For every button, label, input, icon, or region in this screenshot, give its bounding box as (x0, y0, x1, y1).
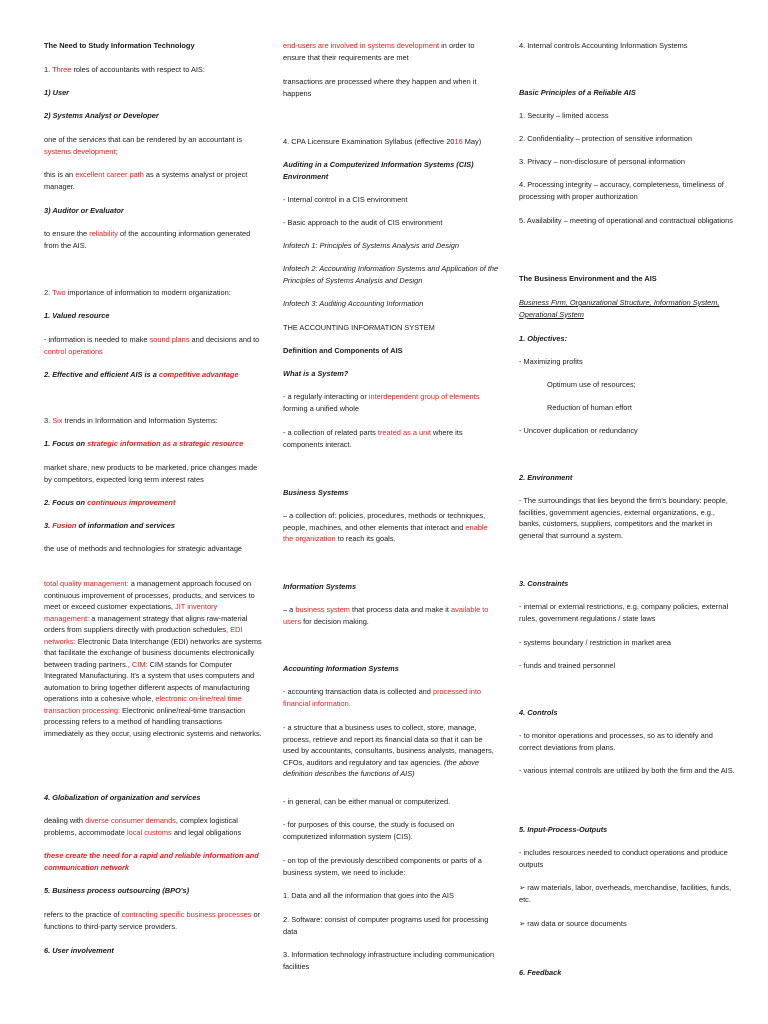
text-run: - accounting transaction data is collected and (283, 687, 433, 696)
text-block (283, 510, 499, 545)
highlighted-text: excellent career path (75, 170, 144, 179)
text-block (283, 240, 499, 252)
text-block (44, 64, 262, 76)
text-run: - a collection of related parts (283, 428, 378, 437)
text-run: 6. Feedback (519, 968, 562, 977)
text-block (519, 110, 737, 122)
text-block (519, 707, 737, 719)
text-run: ➢ raw data or source documents (519, 919, 627, 928)
highlighted-text: Fusion (52, 521, 77, 530)
text-run: that process data and make it (349, 605, 452, 614)
text-run: 2. Effective and efficient AIS is a (44, 370, 159, 379)
text-block (44, 850, 262, 873)
text-run: Electronic Data Interchange (EDI) networks are systems that facilitate the exchange of business documents electronically between trading partners., (44, 636, 262, 669)
text-block (44, 87, 262, 99)
text-block (44, 205, 262, 217)
text-block (283, 217, 499, 229)
text-run: Infotech 3: Auditing Accounting Information (283, 299, 424, 308)
text-block (519, 578, 737, 590)
text-run: of the accounting information generated from the AIS. (44, 229, 251, 250)
text-block (283, 890, 499, 902)
text-run: The Business Environment and the AIS (519, 274, 657, 283)
text-run: 1. Data and all the information that goes into the AIS (283, 891, 454, 900)
highlighted-text: reliability (89, 229, 118, 238)
text-block (44, 520, 262, 532)
text-block (283, 159, 499, 182)
highlighted-text: control operations (44, 346, 103, 356)
text-block (44, 110, 262, 122)
text-run: 1. Objectives: (519, 334, 568, 343)
text-block (519, 40, 737, 52)
text-run: where its components interact. (283, 428, 463, 449)
text-run: the use of methods and technologies for strategic advantage (44, 544, 243, 553)
text-run: roles of accountants with respect to AIS: (71, 65, 205, 74)
text-block (283, 722, 499, 780)
text-run: Definition and Components of AIS (283, 346, 403, 355)
highlighted-text: electronic on-line/real time transaction processing: (44, 694, 242, 715)
text-block (44, 909, 262, 932)
text-block (44, 228, 262, 251)
text-block (44, 578, 262, 739)
text-block (283, 855, 499, 878)
text-block (519, 730, 737, 753)
text-run: – a (283, 605, 296, 614)
text-block (519, 297, 737, 320)
text-run: 2. Focus on (44, 498, 88, 507)
text-run: - Uncover duplication or redundancy (519, 426, 638, 435)
highlighted-text: Six (52, 416, 63, 425)
text-run: - internal or external restrictions, e.g. company policies, external rules, government regulations / state laws (519, 602, 729, 623)
text-run: as a systems analyst or project manager. (44, 170, 248, 191)
highlighted-text: JIT inventory management: (44, 602, 218, 623)
highlighted-text: competitive advantage (158, 370, 239, 379)
text-block (519, 379, 737, 391)
text-block (44, 334, 262, 357)
text-block (519, 765, 737, 777)
text-run: , complex logistical problems, accommodate (44, 816, 238, 837)
text-block (44, 134, 262, 157)
highlighted-text: interdependent group of elements (368, 392, 480, 401)
text-block (519, 601, 737, 624)
text-run: ➢ raw materials, labor, overheads, merchandise, facilities, funds, etc. (519, 883, 731, 904)
highlighted-text: Two (52, 288, 66, 297)
text-run: 4. Internal controls Accounting Information Systems (519, 41, 688, 50)
text-run: 5. Input-Process-Outputs (519, 825, 608, 834)
highlighted-text: end-users are involved in systems development (283, 41, 440, 50)
text-run: 2. Confidentiality – protection of sensitive information (519, 134, 692, 143)
text-block (283, 914, 499, 937)
text-block (44, 310, 262, 322)
text-run: these create the need for a rapid and reliable information and communication network (44, 851, 259, 872)
text-run: The Need to Study Information Technology (44, 41, 195, 50)
highlighted-text: strategic information as a strategic resource (87, 439, 244, 448)
text-run: - various internal controls are utilized by both the firm and the AIS. (519, 766, 735, 775)
text-run: 6. User involvement (44, 946, 114, 955)
text-run: to ensure the (44, 229, 90, 238)
text-block (283, 368, 499, 380)
text-run: Electronic online/real-time transaction processing refers to a method of handling transactions immediately as they occur, using electronic systems and networks. (44, 705, 262, 738)
text-run: 3. (44, 416, 53, 425)
text-block (44, 415, 262, 427)
text-run: 3. Information technology infrastructure including communication facilities (283, 950, 495, 971)
text-run: and legal obligations (171, 827, 242, 837)
text-run: this is an (44, 170, 76, 179)
text-run: Basic Principles of a Reliable AIS (519, 88, 636, 97)
text-block (44, 287, 262, 299)
text-run: and decisions and to (189, 335, 260, 344)
highlighted-text: sound plans (149, 335, 190, 344)
text-run: Information Systems (283, 582, 357, 591)
text-block (283, 40, 499, 63)
text-run: Auditing in a Computerized Information Systems (CIS) Environment (283, 160, 474, 181)
text-run: 1. Valued resource (44, 311, 110, 320)
text-run: of information and services (76, 521, 176, 530)
text-block (283, 663, 499, 675)
text-run: 5. Availability – meeting of operational and contractual obligations (519, 216, 733, 225)
highlighted-text: 16 (454, 137, 463, 146)
text-run: a management approach focused on continuous improvement of processes, products, and services to meet or exceed customer expectations, (44, 579, 255, 611)
text-run: a management strategy that aligns raw-material orders from suppliers directly with production schedules, (44, 613, 248, 634)
text-run: 3. (44, 521, 53, 530)
text-block (519, 87, 737, 99)
text-run: Accounting Information Systems (283, 664, 399, 673)
text-run: one of the services that can be rendered by an accountant is (44, 135, 243, 144)
text-block (283, 819, 499, 842)
text-run: 4. Controls (519, 708, 558, 717)
text-run: 5. Business process outsourcing (BPO's) (44, 886, 190, 895)
text-block (519, 402, 737, 414)
text-block (283, 136, 499, 148)
text-block (519, 967, 737, 979)
text-block (44, 815, 262, 838)
text-run: May) (462, 137, 482, 146)
text-run: - Internal control in a CIS environment (283, 195, 408, 204)
text-run: - for purposes of this course, the study is focused on computerized information system (CIS). (283, 820, 455, 841)
text-run: - The surroundings that lies beyond the firm's boundary: people, facilities, government agencies, external organizations, e.g., banks, customers, suppliers, competitors and the market in general that surround a system. (519, 496, 728, 540)
highlighted-text: total quality management: (44, 579, 129, 588)
highlighted-text: enable the organization (283, 522, 488, 543)
text-run: for decision making. (301, 616, 369, 626)
highlighted-text: CIM: (131, 659, 148, 669)
text-run: - information is needed to make (44, 335, 150, 344)
text-block (44, 462, 262, 485)
text-block (44, 438, 262, 450)
text-run: 1. Focus on (44, 439, 88, 448)
text-block (44, 40, 262, 52)
text-run: 2. (44, 288, 53, 297)
text-block (283, 427, 499, 450)
text-block (44, 792, 262, 804)
text-block (44, 885, 262, 897)
text-block (519, 133, 737, 145)
text-block (519, 495, 737, 541)
text-run: 4. Processing integrity – accuracy, completeness, timeliness of processing with proper authorization (519, 180, 724, 201)
text-block (283, 298, 499, 310)
text-run: 3) Auditor or Evaluator (44, 206, 124, 215)
text-run: 4. CPA Licensure Examination Syllabus (effective 20 (283, 137, 455, 146)
highlighted-text: processed into financial information. (283, 687, 482, 708)
text-run: - Basic approach to the audit of CIS environment (283, 218, 443, 227)
text-run: market share, new products to be marketed, price changes made by competitors, expected long term interest rates (44, 463, 258, 484)
text-run: Infotech 2: Accounting Information Systems and Application of the Principles of Systems Analysis and Design (283, 264, 499, 285)
text-run: 2) Systems Analyst or Developer (44, 111, 159, 120)
text-block (283, 76, 499, 99)
text-run: 1. (44, 65, 53, 74)
text-run: - a structure that a business uses to collect, store, manage, process, retrieve and report its financial data so that it can be used by accountants, consultants, business analysts, managers, CFOs, auditors and regulatory and tax agencies. (283, 723, 494, 767)
text-run: 4. Globalization of organization and services (44, 793, 201, 802)
text-block (519, 179, 737, 202)
text-run: - a regularly interacting or (283, 392, 369, 401)
text-block (519, 333, 737, 345)
text-block (519, 882, 737, 905)
text-block (283, 796, 499, 808)
text-run: (the above definition describes the functions of AIS) (283, 757, 479, 778)
text-run: dealing with (44, 816, 86, 825)
text-block (519, 273, 737, 285)
text-run: importance of information to modern organization: (65, 288, 231, 297)
text-block (283, 345, 499, 357)
highlighted-text: treated as a unit (377, 428, 431, 437)
text-block (519, 918, 737, 930)
highlighted-text: EDI networks: (44, 625, 243, 646)
text-block (44, 945, 262, 957)
text-block (519, 847, 737, 870)
text-block (519, 215, 737, 227)
highlighted-text: local customs (126, 827, 172, 837)
text-block (519, 637, 737, 649)
text-run: 3. Constraints (519, 579, 569, 588)
text-run: 2. Environment (519, 473, 573, 482)
text-block (283, 322, 499, 334)
highlighted-text: Three (52, 65, 72, 74)
text-block (519, 425, 737, 437)
text-run: to reach its goals. (335, 534, 396, 543)
text-run: 1. Security – limited access (519, 111, 609, 120)
text-block (519, 824, 737, 836)
text-run: trends in Information and Information Systems: (62, 416, 218, 425)
text-block (283, 949, 499, 972)
text-run: or functions to third-party service providers. (44, 910, 261, 931)
text-run: THE ACCOUNTING INFORMATION SYSTEM (283, 323, 435, 332)
text-block (44, 369, 262, 381)
text-run: 3. Privacy – non-disclosure of personal information (519, 157, 685, 166)
text-block (44, 169, 262, 192)
text-block (283, 487, 499, 499)
text-run: Business Firm, Organizational Structure, Information System, Operational System (519, 298, 720, 319)
text-block (519, 472, 737, 484)
text-block (519, 356, 737, 368)
text-run: 2. Software: consist of computer programs used for processing data (283, 915, 489, 936)
highlighted-text: diverse consumer demands (85, 816, 176, 825)
text-block (283, 194, 499, 206)
text-block (283, 604, 499, 627)
text-run: - funds and trained personnel (519, 661, 616, 670)
highlighted-text: available to users (283, 605, 489, 626)
text-block (519, 660, 737, 672)
text-block (519, 156, 737, 168)
text-run: - Maximizing profits (519, 357, 583, 366)
text-run: transactions are processed where they happen and when it happens (283, 77, 477, 98)
highlighted-text: continuous improvement (87, 498, 176, 507)
text-run: in order to ensure that their requirements are met (283, 41, 475, 62)
text-run: - in general, can be either manual or computerized. (283, 797, 451, 806)
text-run: Infotech 1: Principles of Systems Analysis and Design (283, 241, 459, 250)
text-run: - includes resources needed to conduct operations and produce outputs (519, 848, 728, 869)
text-run: CIM stands for Computer Integrated Manufacturing. It's a system that uses computers and automation to bring together different aspects of manufacturing operations into a cohesive whole, (44, 659, 255, 703)
text-run: Reduction of human effort (547, 403, 632, 412)
text-block (283, 686, 499, 709)
text-block (283, 391, 499, 414)
text-run: – a collection of: policies, procedures, methods or techniques, people, machines, and other elements that interact and (283, 511, 486, 532)
text-run: Optimum use of resources; (547, 380, 636, 389)
text-run: Business Systems (283, 488, 349, 497)
highlighted-text: business system (295, 605, 350, 614)
text-run: - systems boundary / restriction in market area (519, 638, 671, 647)
highlighted-text: contracting specific business processes (121, 910, 252, 919)
text-block (44, 497, 262, 509)
text-block (283, 581, 499, 593)
text-block (44, 543, 262, 555)
text-run: - to monitor operations and processes, so as to identify and correct deviations from plans. (519, 731, 713, 752)
text-run: What is a System? (283, 369, 349, 378)
text-run: forming a unified whole (283, 403, 360, 413)
text-run: refers to the practice of (44, 910, 122, 919)
text-run: 1) User (44, 88, 70, 97)
text-block (283, 263, 499, 286)
text-run: - on top of the previously described components or parts of a business system, we need to include: (283, 856, 482, 877)
highlighted-text: systems development; (44, 146, 118, 156)
